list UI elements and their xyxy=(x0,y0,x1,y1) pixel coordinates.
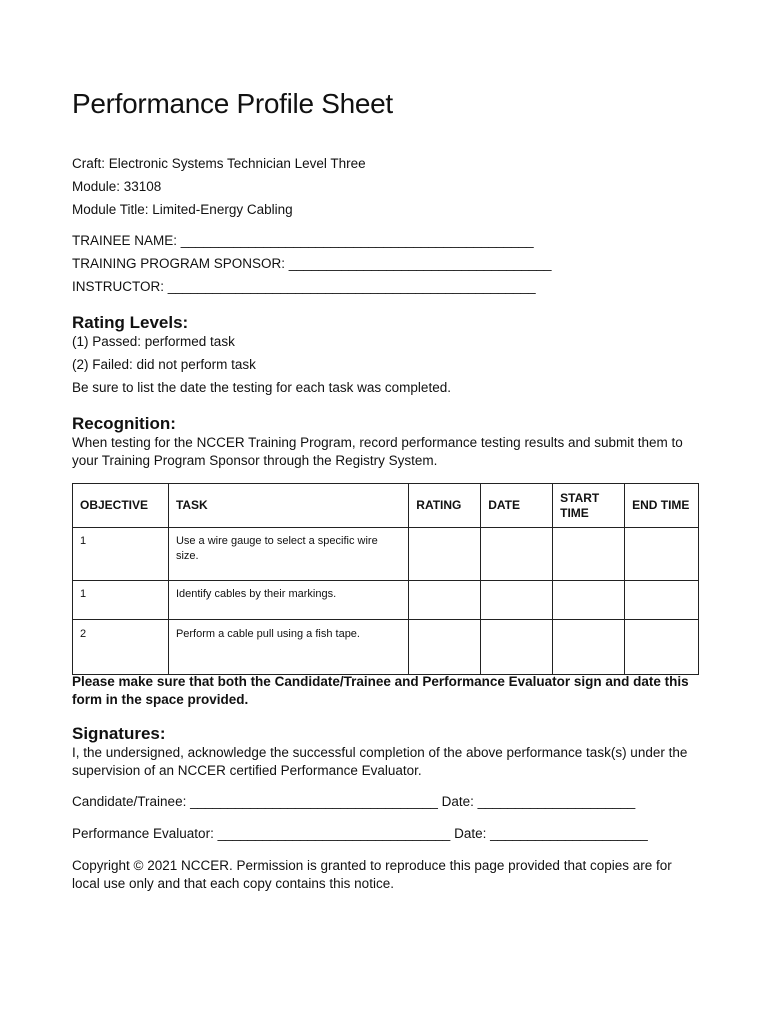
end-time-header: END TIME xyxy=(625,484,699,528)
rating-passed: (1) Passed: performed task xyxy=(72,334,235,349)
objective-cell: 2 xyxy=(73,620,169,675)
rating-note: Be sure to list the date the testing for each task was completed. xyxy=(72,380,451,395)
end-time-cell xyxy=(625,620,699,675)
objective-header: OBJECTIVE xyxy=(73,484,169,528)
signature-notice: Please make sure that both the Candidate/Trainee and Performance Evaluator sign and date this form in the space provided. xyxy=(72,674,689,707)
end-time-cell xyxy=(625,528,699,581)
trainee-name-field: TRAINEE NAME: _______________________________________________ xyxy=(72,233,534,248)
module-line: Module: 33108 xyxy=(72,179,162,194)
rating-cell xyxy=(409,528,481,581)
training-sponsor-field: TRAINING PROGRAM SPONSOR: ___________________________________ xyxy=(72,256,552,271)
task-cell: Perform a cable pull using a fish tape. xyxy=(168,620,408,675)
objective-cell: 1 xyxy=(73,581,169,620)
rating-cell xyxy=(409,620,481,675)
end-time-cell xyxy=(625,581,699,620)
start-time-cell xyxy=(553,528,625,581)
task-table xyxy=(72,483,699,675)
evaluator-signature-line: Performance Evaluator: _______________________________ Date: _____________________ xyxy=(72,826,648,841)
copyright-notice: Copyright © 2021 NCCER. Permission is granted to reproduce this page provided that copies are for local use only and that each copy contains this notice. xyxy=(72,858,672,891)
rating-header: RATING xyxy=(409,484,481,528)
rating-failed: (2) Failed: did not perform task xyxy=(72,357,256,372)
objective-cell: 1 xyxy=(73,528,169,581)
recognition-text: When testing for the NCCER Training Program, record performance testing results and submit them to your Training Program Sponsor through the Registry System. xyxy=(72,435,683,468)
signatures-heading: Signatures: xyxy=(72,724,166,743)
candidate-signature-line: Candidate/Trainee: _________________________________ Date: _____________________ xyxy=(72,794,636,809)
date-cell xyxy=(481,620,553,675)
date-header: DATE xyxy=(481,484,553,528)
page-title: Performance Profile Sheet xyxy=(72,88,393,119)
recognition-heading: Recognition: xyxy=(72,414,176,433)
signatures-text: I, the undersigned, acknowledge the successful completion of the above performance task(s) under the supervision of an NCCER certified Performance Evaluator. xyxy=(72,745,688,778)
task-header: TASK xyxy=(168,484,408,528)
task-cell: Identify cables by their markings. xyxy=(168,581,408,620)
rating-levels-heading: Rating Levels: xyxy=(72,313,189,332)
table-row xyxy=(73,581,699,620)
table-row xyxy=(73,620,699,675)
table-header-row xyxy=(73,484,699,528)
start-time-cell xyxy=(553,581,625,620)
date-cell xyxy=(481,581,553,620)
craft-line: Craft: Electronic Systems Technician Level Three xyxy=(72,156,366,171)
date-cell xyxy=(481,528,553,581)
table-row xyxy=(73,528,699,581)
instructor-field: INSTRUCTOR: _________________________________________________ xyxy=(72,279,536,294)
start-time-cell xyxy=(553,620,625,675)
module-title-line: Module Title: Limited-Energy Cabling xyxy=(72,202,293,217)
rating-cell xyxy=(409,581,481,620)
start-time-header: START TIME xyxy=(553,484,625,528)
task-cell: Use a wire gauge to select a specific wire size. xyxy=(168,528,408,581)
